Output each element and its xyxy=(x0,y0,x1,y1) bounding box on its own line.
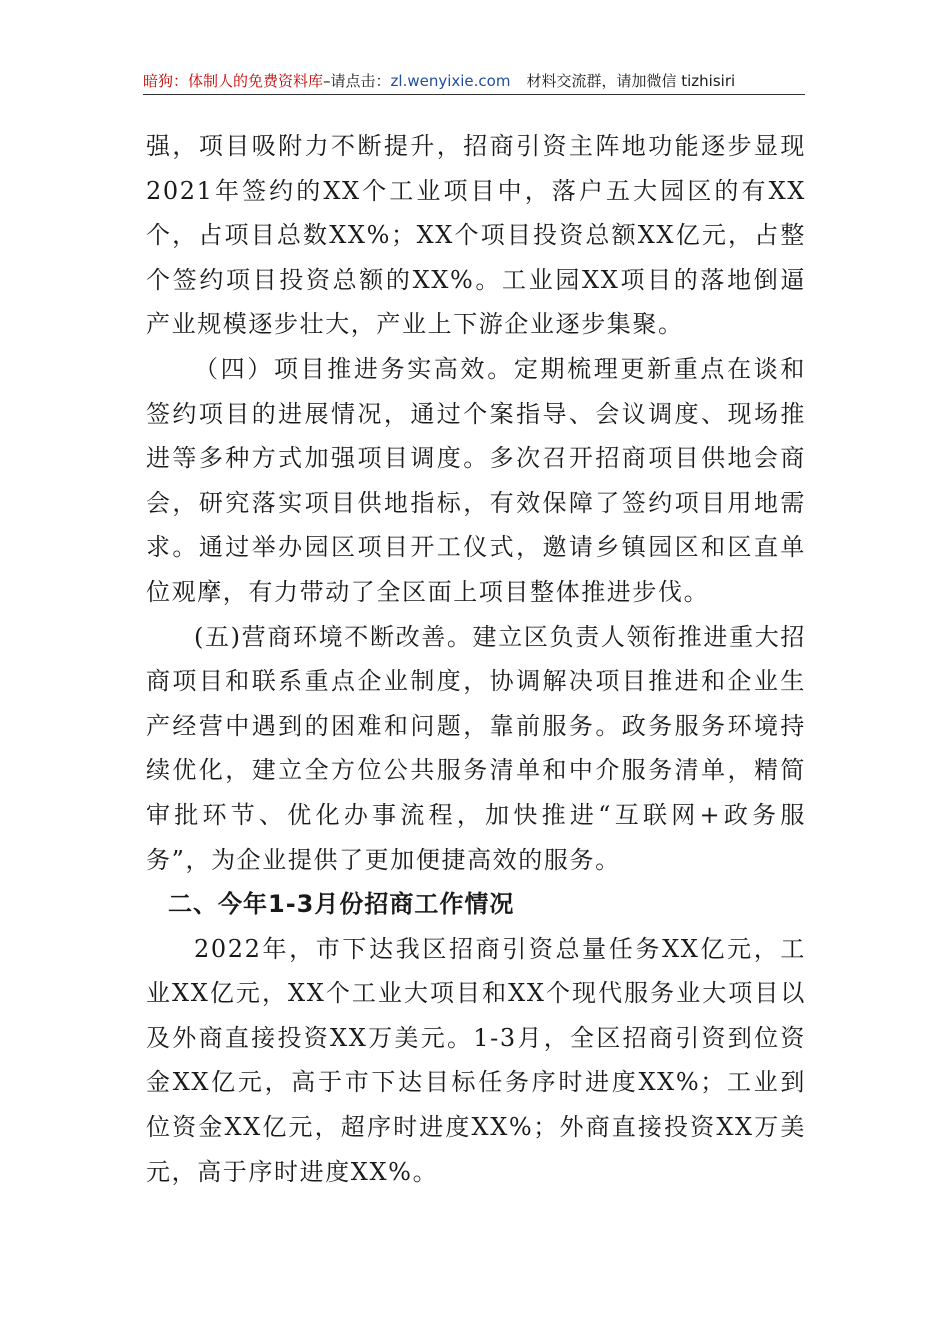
paragraph-q1-investment: 2022年，市下达我区招商引资总量任务XX亿元，工业XX亿元，XX个工业大项目和XX个现代服务业大项目以及外商直接投资XX万美元。1-3月，全区招商引资到位资金XX亿元，高于市下达目标任务序时进度XX%；工业到位资金XX亿元，超序时进度XX%；外商直接投资XX万美元，高于序时进度XX%。 xyxy=(146,934,806,1186)
header-wechat: 材料交流群，请加微信 tizhisiri xyxy=(526,72,736,90)
paragraph-project-progress: （四）项目推进务实高效。定期梳理更新重点在谈和签约项目的进展情况，通过个案指导、会议调度、现场推进等多种方式加强项目调度。多次召开招商项目供地会商会，研究落实项目供地指标，有效保障了签约项目用地需求。通过举办园区项目开工仪式，邀请乡镇园区和区直单位观摩，有力带动了全区面上项目整体推进步伐。 xyxy=(146,354,806,606)
header-brand: 暗狗：体制人的免费资料库 xyxy=(143,72,324,90)
document-body xyxy=(146,124,806,1194)
header-cta: –请点击： xyxy=(323,72,391,90)
page-header xyxy=(143,68,805,95)
header-url-link[interactable]: zl.wenyixie.com xyxy=(390,72,511,90)
paragraph-continued: 强，项目吸附力不断提升，招商引资主阵地功能逐步显现 2021年签约的XX个工业项目中，落户五大园区的有XX个，占项目总数XX%；XX个项目投资总额XX亿元，占整个签约项目投资总额的XX%。工业园XX项目的落地倒逼产业规模逐步壮大，产业上下游企业逐步集聚。 xyxy=(146,132,806,339)
paragraph-business-environment: (五)营商环境不断改善。建立区负责人领衔推进重大招商项目和联系重点企业制度，协调解决项目推进和企业生产经营中遇到的困难和问题，靠前服务。政务服务环境持续优化，建立全方位公共服务清单和中介服务清单，精简审批环节、优化办事流程，加快推进“互联网+政务服务”，为企业提供了更加便捷高效的服务。 xyxy=(146,622,806,874)
section-heading: 二、今年1-3月份招商工作情况 xyxy=(168,890,515,919)
